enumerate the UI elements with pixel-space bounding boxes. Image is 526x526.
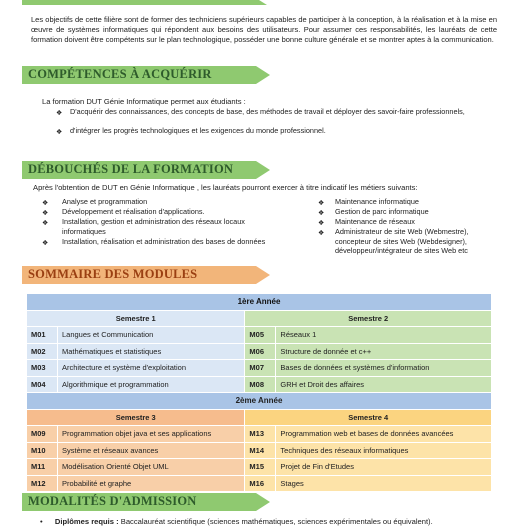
bullet-dot-icon: • (40, 517, 43, 526)
module-name: Probabilité et graphe (58, 475, 245, 492)
diamond-bullet-icon: ❖ (56, 127, 63, 136)
debouches-lead: Après l'obtention de DUT en Génie Informatique , les lauréats pourront exercer à titre indicatif les métiers suivants: (33, 183, 418, 192)
table-row (27, 327, 492, 344)
admission-item (40, 517, 433, 526)
module-code: M04 (27, 376, 58, 393)
diamond-bullet-icon: ❖ (42, 238, 49, 247)
debouches-right-item: Gestion de parc informatique (335, 207, 429, 216)
module-code: M05 (245, 327, 276, 344)
module-name: Bases de données et systèmes d'information (276, 360, 492, 377)
diamond-bullet-icon: ❖ (56, 108, 63, 117)
section-title-sommaire: SOMMAIRE DES MODULES (28, 267, 198, 281)
module-name: Modélisation Orienté Objet UML (58, 459, 245, 476)
section-banner-admission (22, 493, 270, 511)
year-1-header: 1ère Année (27, 294, 492, 311)
table-row (27, 442, 492, 459)
competences-item: D'acquérir des connaissances, des concepts de base, des méthodes de travail et déployer des savoir-faire professionnels, (70, 107, 465, 116)
module-code: M11 (27, 459, 58, 476)
section-title-competences: COMPÉTENCES À ACQUÉRIR (28, 67, 212, 81)
admission-item-text: Baccalauréat scientifique (sciences mathématiques, sciences expérimentales ou équivalent). (120, 517, 433, 526)
debouches-left-item: Développement et réalisation d'applications. (62, 207, 205, 216)
module-name: Stages (276, 475, 492, 492)
module-name: Langues et Communication (58, 327, 245, 344)
debouches-right-item: Maintenance informatique (335, 197, 419, 206)
module-code: M13 (245, 426, 276, 443)
table-row (27, 459, 492, 476)
module-code: M14 (245, 442, 276, 459)
module-name: Réseaux 1 (276, 327, 492, 344)
debouches-right-item: Maintenance de réseaux (335, 217, 415, 226)
module-name: Structure de donnée et c++ (276, 343, 492, 360)
module-code: M01 (27, 327, 58, 344)
intro-paragraph: Les objectifs de cette filière sont de former des techniciens supérieurs capables de participer à la conception, à la réalisation et à la mise en œuvre de systèmes informatiques qui répondent aux besoins des utilisateurs. Pour assumer ces responsabilités, les lauréats de cette formation doivent être compétents sur le plan technologique, posséder une bonne culture générale et se montrer aptes à la communication. (31, 15, 497, 45)
section-title-admission: MODALITÉS D'ADMISSION (28, 494, 197, 508)
debouches-left-item: Installation, réalisation et administration des bases de données (62, 237, 266, 246)
table-row (27, 360, 492, 377)
module-name: Projet de Fin d'Etudes (276, 459, 492, 476)
module-name: Architecture et système d'exploitation (58, 360, 245, 377)
semester-1-header: Semestre 1 (27, 310, 245, 327)
table-row (27, 343, 492, 360)
debouches-right-item: Administrateur de site Web (Webmestre), concepteur de sites Web (Webdesigner), développeur/intégrateur de sites Web etc (335, 227, 469, 255)
section-title-debouches: DÉBOUCHÉS DE LA FORMATION (28, 162, 234, 176)
module-name: Programmation web et bases de données avancées (276, 426, 492, 443)
module-name: Techniques des réseaux informatiques (276, 442, 492, 459)
diamond-bullet-icon: ❖ (42, 218, 49, 227)
module-name: Système et réseaux avances (58, 442, 245, 459)
module-code: M16 (245, 475, 276, 492)
top-banner-fragment (22, 0, 267, 5)
modules-table (26, 293, 492, 492)
competences-lead: La formation DUT Génie Informatique permet aux étudiants : (42, 97, 246, 106)
table-row (27, 376, 492, 393)
table-row (27, 475, 492, 492)
section-banner-sommaire (22, 266, 270, 284)
module-name: Algorithmique et programmation (58, 376, 245, 393)
module-code: M07 (245, 360, 276, 377)
debouches-left-item: Analyse et programmation (62, 197, 148, 206)
module-code: M10 (27, 442, 58, 459)
module-code: M02 (27, 343, 58, 360)
module-code: M03 (27, 360, 58, 377)
module-code: M09 (27, 426, 58, 443)
debouches-left-item: Installation, gestion et administration des réseaux locaux informatiques (62, 217, 245, 236)
module-code: M15 (245, 459, 276, 476)
diamond-bullet-icon: ❖ (318, 208, 325, 217)
diamond-bullet-icon: ❖ (42, 208, 49, 217)
module-code: M08 (245, 376, 276, 393)
semester-2-header: Semestre 2 (245, 310, 492, 327)
section-banner-debouches (22, 161, 270, 179)
diamond-bullet-icon: ❖ (42, 198, 49, 207)
module-name: Programmation objet java et ses applications (58, 426, 245, 443)
section-banner-competences (22, 66, 270, 84)
admission-item-label: Diplômes requis : (54, 517, 119, 526)
diamond-bullet-icon: ❖ (318, 228, 325, 237)
semester-4-header: Semestre 4 (245, 409, 492, 426)
competences-item: d'intégrer les progrès technologiques et les exigences du monde professionnel. (70, 126, 326, 135)
module-name: GRH et Droit des affaires (276, 376, 492, 393)
module-code: M06 (245, 343, 276, 360)
year-2-header: 2ème Année (27, 393, 492, 410)
semester-3-header: Semestre 3 (27, 409, 245, 426)
module-code: M12 (27, 475, 58, 492)
table-row (27, 426, 492, 443)
diamond-bullet-icon: ❖ (318, 198, 325, 207)
module-name: Mathématiques et statistiques (58, 343, 245, 360)
diamond-bullet-icon: ❖ (318, 218, 325, 227)
